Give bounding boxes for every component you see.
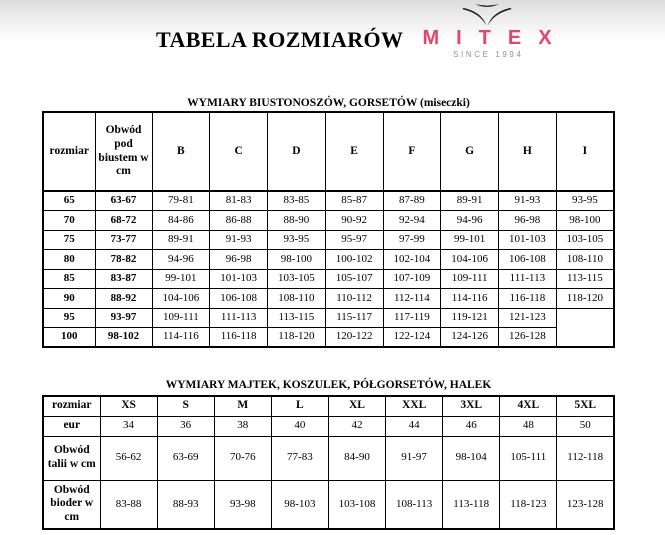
table-cell: 83-88 (100, 480, 157, 529)
table-cell: 112-118 (557, 436, 614, 480)
column-header: Obwód pod biustem w cm (95, 112, 152, 191)
table-cell: 85-87 (325, 191, 383, 211)
table-cell: 78-82 (95, 250, 152, 270)
table-cell (556, 308, 614, 347)
table-cell: 91-93 (210, 230, 268, 250)
table-cell: 105-107 (325, 269, 383, 289)
column-header: B (152, 112, 210, 191)
table-cell: 111-113 (499, 269, 557, 289)
table-cell: 88-90 (268, 211, 326, 231)
table-cell: 92-94 (383, 211, 441, 231)
table-cell: 109-111 (152, 308, 210, 328)
table-cell: 101-103 (210, 269, 268, 289)
table-cell: 107-109 (383, 269, 441, 289)
briefs-table-caption: WYMIARY MAJTEK, KOSZULEK, PÓŁGORSETÓW, HALEK (165, 379, 492, 391)
column-header: G (441, 112, 499, 191)
column-header: D (268, 112, 326, 191)
table-cell: 40 (271, 416, 328, 436)
table-cell: 98-104 (443, 436, 500, 480)
table-cell: 104-106 (152, 289, 210, 309)
table-cell: 89-91 (152, 230, 210, 250)
table-cell: 113-118 (443, 480, 500, 529)
column-header: H (499, 112, 557, 191)
table-cell: 97-99 (383, 230, 441, 250)
brand-tagline: SINCE 1994 (453, 50, 524, 59)
table-row (43, 211, 614, 231)
table-row (43, 308, 614, 328)
table-cell: eur (43, 416, 100, 436)
table-cell: 85 (43, 269, 95, 289)
table-cell: 94-96 (441, 211, 499, 231)
table-cell: 42 (328, 416, 385, 436)
page-title: TABELA ROZMIARÓW (156, 27, 404, 52)
table-cell: 106-108 (499, 250, 557, 270)
table-cell: 122-124 (383, 328, 441, 348)
table-cell: 75 (43, 230, 95, 250)
table-row (43, 436, 614, 480)
table-cell: 118-120 (268, 328, 326, 348)
table-cell: 36 (157, 416, 214, 436)
table-cell: 117-119 (383, 308, 441, 328)
table-cell: 50 (557, 416, 614, 436)
table-cell: 98-102 (95, 328, 152, 348)
table-cell: XS (100, 396, 157, 416)
table-cell: 93-98 (214, 480, 271, 529)
table-cell: 63-67 (95, 191, 152, 211)
table-cell: 103-105 (268, 269, 326, 289)
brand-logo (419, 2, 569, 59)
table-cell: 91-93 (499, 191, 557, 211)
table-cell: 84-86 (152, 211, 210, 231)
table-cell: 110-112 (325, 289, 383, 309)
bra-table-body (43, 191, 614, 347)
bird-swoosh-icon (419, 2, 555, 27)
table-cell: 65 (43, 191, 95, 211)
column-header: F (383, 112, 441, 191)
table-cell: 4XL (500, 396, 557, 416)
column-header: I (556, 112, 614, 191)
table-cell: 124-126 (441, 328, 499, 348)
bra-table-header (43, 112, 614, 191)
table-cell: 98-100 (268, 250, 326, 270)
table-row (43, 416, 614, 436)
table-row (43, 480, 614, 529)
briefs-size-table (42, 395, 615, 530)
table-cell: XL (328, 396, 385, 416)
table-cell: rozmiar (43, 396, 100, 416)
table-cell: 108-110 (556, 250, 614, 270)
table-cell: 99-101 (441, 230, 499, 250)
table-cell: 80 (43, 250, 95, 270)
table-cell: 88-93 (157, 480, 214, 529)
table-cell: S (157, 396, 214, 416)
table-cell: 46 (443, 416, 500, 436)
table-cell: M (214, 396, 271, 416)
table-cell: 96-98 (499, 211, 557, 231)
table-cell: 3XL (443, 396, 500, 416)
table-row (43, 269, 614, 289)
table-cell: 104-106 (441, 250, 499, 270)
table-cell: XXL (386, 396, 443, 416)
table-cell: L (271, 396, 328, 416)
table-cell: 83-87 (95, 269, 152, 289)
table-cell: 103-105 (556, 230, 614, 250)
table-row (43, 289, 614, 309)
table-cell: 70 (43, 211, 95, 231)
table-cell: 126-128 (499, 328, 557, 348)
table-cell: 73-77 (95, 230, 152, 250)
table-row (43, 396, 614, 416)
table-cell: 86-88 (210, 211, 268, 231)
table-cell: 98-103 (271, 480, 328, 529)
bra-table-caption: WYMIARY BIUSTONOSZÓW, GORSETÓW (miseczki) (187, 97, 470, 109)
column-header: E (325, 112, 383, 191)
bra-size-table (42, 111, 615, 348)
table-cell: 34 (100, 416, 157, 436)
table-cell: 114-116 (152, 328, 210, 348)
table-cell: 95 (43, 308, 95, 328)
table-cell: 120-122 (325, 328, 383, 348)
table-cell: 108-113 (386, 480, 443, 529)
table-cell: 123-128 (557, 480, 614, 529)
table-cell: 63-69 (157, 436, 214, 480)
table-cell: 90 (43, 289, 95, 309)
table-cell: Obwód bioder w cm (43, 480, 100, 529)
table-cell: 99-101 (152, 269, 210, 289)
table-cell: 98-100 (556, 211, 614, 231)
table-cell: 56-62 (100, 436, 157, 480)
table-cell: 93-95 (556, 191, 614, 211)
table-cell: 114-116 (441, 289, 499, 309)
table-cell: 88-92 (95, 289, 152, 309)
table-cell: 81-83 (210, 191, 268, 211)
column-header: C (210, 112, 268, 191)
table-cell: 68-72 (95, 211, 152, 231)
table-cell: 48 (500, 416, 557, 436)
table-cell: 109-111 (441, 269, 499, 289)
table-cell: 112-114 (383, 289, 441, 309)
table-cell: 70-76 (214, 436, 271, 480)
table-cell: 79-81 (152, 191, 210, 211)
table-cell: 108-110 (268, 289, 326, 309)
table-cell: 116-118 (210, 328, 268, 348)
table-cell: 77-83 (271, 436, 328, 480)
table-cell: 89-91 (441, 191, 499, 211)
table-cell: 100-102 (325, 250, 383, 270)
column-header: rozmiar (43, 112, 95, 191)
table-cell: 105-111 (500, 436, 557, 480)
table-row (43, 250, 614, 270)
table-cell: 118-120 (556, 289, 614, 309)
table-cell: 91-97 (386, 436, 443, 480)
table-cell: 119-121 (441, 308, 499, 328)
brand-name: MITEX (422, 27, 569, 49)
table-cell: 121-123 (499, 308, 557, 328)
table-cell: 113-115 (556, 269, 614, 289)
table-cell: 111-113 (210, 308, 268, 328)
table-cell: 118-123 (500, 480, 557, 529)
table-cell: 44 (386, 416, 443, 436)
table-cell: 116-118 (499, 289, 557, 309)
table-cell: 93-97 (95, 308, 152, 328)
table-cell: Obwód talii w cm (43, 436, 100, 480)
table-cell: 94-96 (152, 250, 210, 270)
table-cell: 83-85 (268, 191, 326, 211)
table-cell: 106-108 (210, 289, 268, 309)
table-cell: 95-97 (325, 230, 383, 250)
table-cell: 38 (214, 416, 271, 436)
table-cell: 103-108 (328, 480, 385, 529)
table-cell: 93-95 (268, 230, 326, 250)
table-cell: 84-90 (328, 436, 385, 480)
table-row (43, 230, 614, 250)
table-cell: 102-104 (383, 250, 441, 270)
table-cell: 96-98 (210, 250, 268, 270)
table-cell: 113-115 (268, 308, 326, 328)
table-cell: 5XL (557, 396, 614, 416)
table-cell: 115-117 (325, 308, 383, 328)
table-row (43, 328, 614, 348)
briefs-table-body (43, 396, 614, 529)
table-cell: 101-103 (499, 230, 557, 250)
table-header-row (43, 112, 614, 191)
table-cell: 87-89 (383, 191, 441, 211)
table-cell: 100 (43, 328, 95, 348)
table-cell: 90-92 (325, 211, 383, 231)
table-row (43, 191, 614, 211)
